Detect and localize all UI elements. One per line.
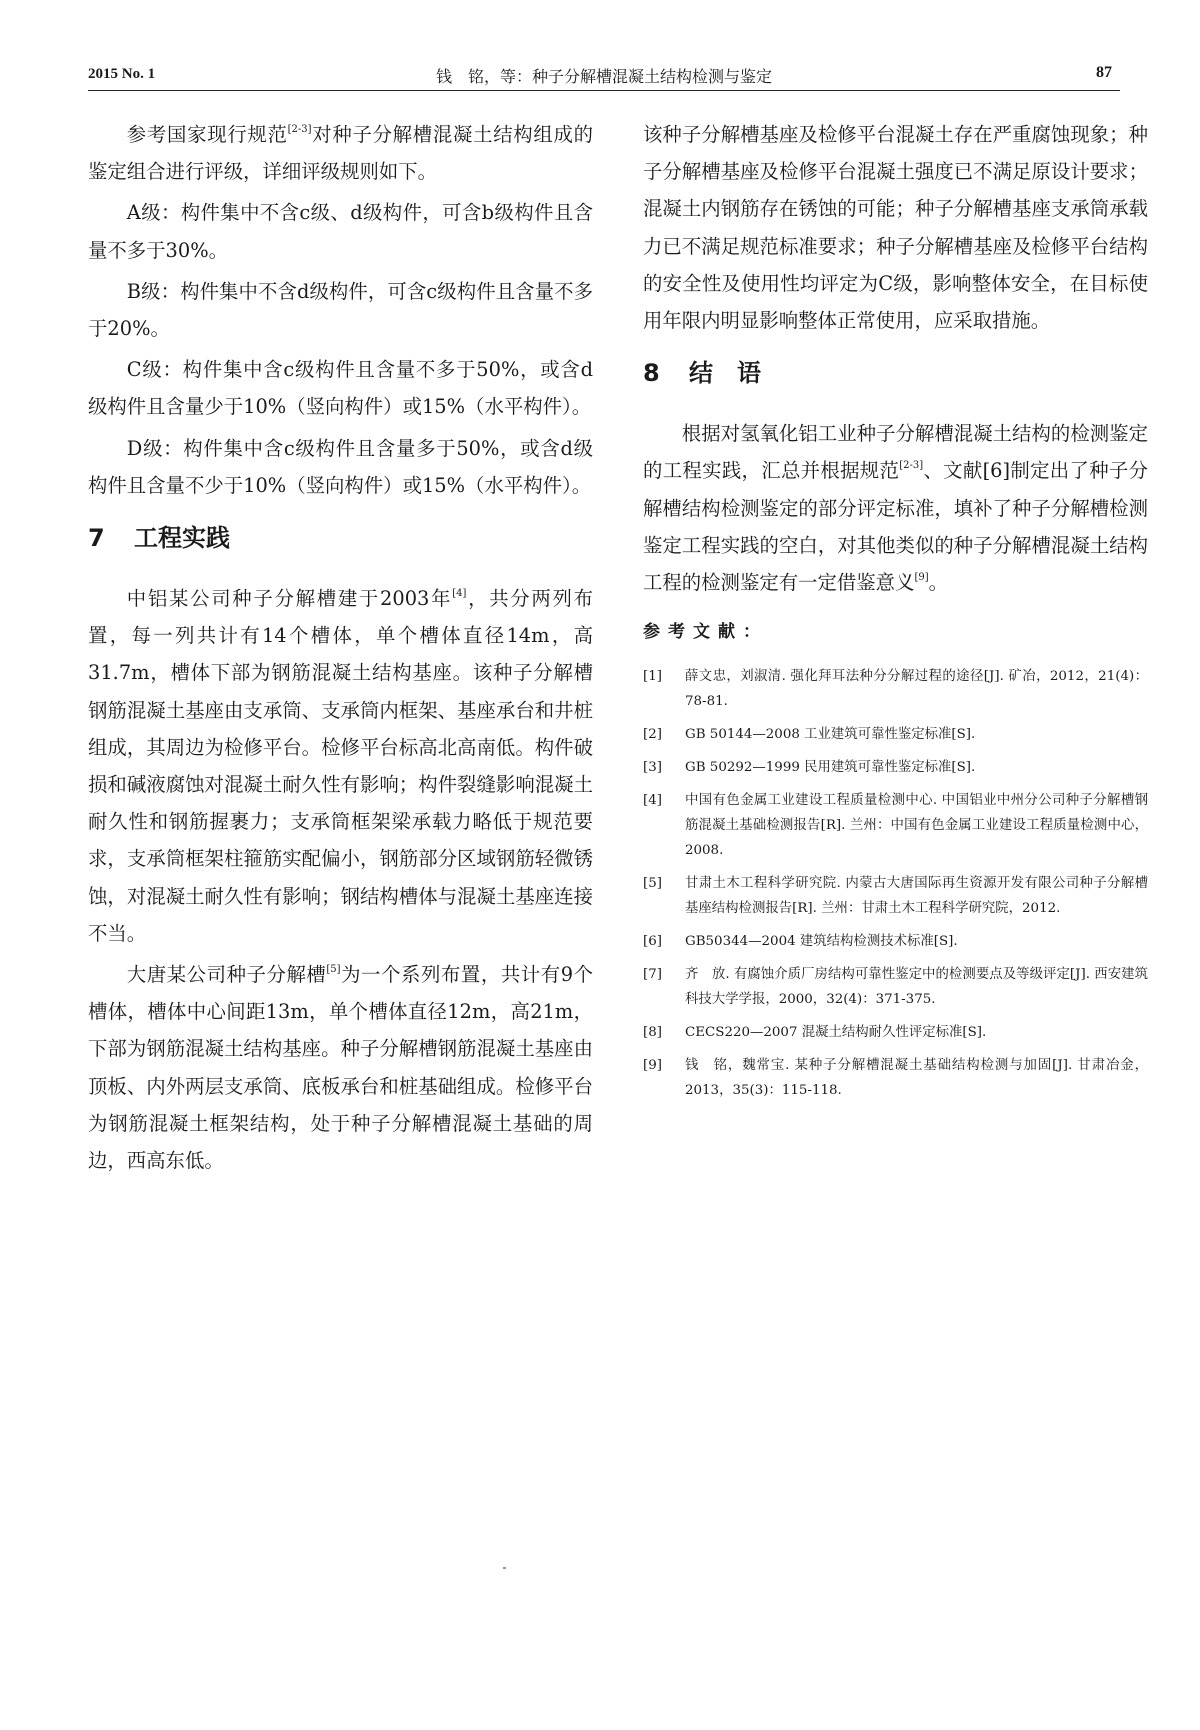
reference-item: [9] 钱 铭，魏常宝. 某种子分解槽混凝土基础结构检测与加固[J]. 甘肃冶金，2013，35(3)：115-118. — [643, 1058, 1148, 1099]
grade-c-paragraph: C级：构件集中含c级构件且含量不多于50%，或含d级构件且含量少于10%（竖向构件）或15%（水平构件）。 — [88, 358, 593, 419]
right-column — [643, 116, 1148, 1111]
grade-d-paragraph: D级：构件集中含c级构件且含量多于50%，或含d级构件且含量不少于10%（竖向构件）或15%（水平构件）。 — [88, 436, 593, 497]
reference-item: [8] CECS220—2007 混凝土结构耐久性评定标准[S]. — [643, 1025, 987, 1041]
section-8-heading: 8 结 语 — [643, 359, 761, 388]
references-heading: 参考文献： — [643, 622, 768, 643]
article-running-title: 钱 铭，等：种子分解槽混凝土结构检测与鉴定 — [435, 67, 772, 86]
intro-paragraph: 参考国家现行规范[2-3]对种子分解槽混凝土结构组成的鉴定组合进行评级，详细评级规则如下。 — [88, 123, 594, 184]
citation: [4] — [452, 588, 467, 600]
reference-item: [2] GB 50144—2008 工业建筑可靠性鉴定标准[S]. — [643, 727, 976, 743]
continued-paragraph: 该种子分解槽基座及检修平台混凝土存在严重腐蚀现象；种子分解槽基座及检修平台混凝土强度已不满足原设计要求；混凝土内钢筋存在锈蚀的可能；种子分解槽基座支承筒承载力已不满足规范标准要求；种子分解槽基座及检修平台结构的安全性及使用性均评定为C级，影响整体安全，在目标使用年限内明显影响整体正常使用，应采取措施。 — [643, 123, 1148, 333]
reference-list — [643, 664, 1148, 1103]
conclusion-paragraph: 根据对氢氧化铝工业种子分解槽混凝土结构的检测鉴定的工程实践，汇总并根据规范[2-3]、文献[6]制定出了种子分解槽结构检测鉴定的部分评定标准，填补了种子分解槽检测鉴定工程实践的空白，对其他类似的种子分解槽混凝土结构工程的检测鉴定有一定借鉴意义[9]。 — [643, 422, 1148, 595]
journal-issue: 2015 No. 1 — [88, 66, 156, 82]
reference-item: [5] 甘肃土木工程科学研究院. 内蒙古大唐国际再生资源开发有限公司种子分解槽基座结构检测报告[R]. 兰州：甘肃土木工程科学研究院，2012. — [643, 876, 1148, 917]
practice-paragraph-2: 大唐某公司种子分解槽[5]为一个系列布置，共计有9个槽体，槽体中心间距13m，单个槽体直径12m，高21m，下部为钢筋混凝土结构基座。种子分解槽钢筋混凝土基座由顶板、内外两层支承筒、底板承台和桩基础组成。检修平台为钢筋混凝土框架结构，处于种子分解槽混凝土基础的周边，西高东低。 — [88, 963, 594, 1173]
left-column — [88, 116, 593, 1179]
reference-item: [6] GB50344—2004 建筑结构检测技术标准[S]. — [643, 934, 958, 950]
scan-speck — [503, 1567, 506, 1569]
reference-item: [4] 中国有色金属工业建设工程质量检测中心. 中国铝业中州分公司种子分解槽钢筋混凝土基础检测报告[R]. 兰州：中国有色金属工业建设工程质量检测中心，2008. — [643, 793, 1148, 859]
page-number: 87 — [1096, 64, 1112, 81]
reference-item: [3] GB 50292—1999 民用建筑可靠性鉴定标准[S]. — [643, 760, 976, 776]
citation: [2-3] — [287, 124, 312, 135]
reference-item: [1] 薛文忠，刘淑清. 强化拜耳法种分分解过程的途径[J]. 矿冶，2012，21(4)：78-81. — [643, 669, 1148, 710]
citation: [9] — [914, 572, 929, 584]
section-7-heading: 7 工程实践 — [88, 524, 230, 553]
running-header — [88, 60, 1120, 91]
grade-a-paragraph: A级：构件集中不含c级、d级构件，可含b级构件且含量不多于30%。 — [88, 201, 593, 262]
practice-paragraph-1: 中铝某公司种子分解槽建于2003年[4]，共分两列布置，每一列共计有14个槽体，单个槽体直径14m，高31.7m，槽体下部为钢筋混凝土结构基座。该种子分解槽钢筋混凝土基座由支承筒、支承筒内框架、基座承台和井桩组成，其周边为检修平台。检修平台标高北高南低。构件破损和碱液腐蚀对混凝土耐久性有影响；构件裂缝影响混凝土耐久性和钢筋握裹力；支承筒框架梁承载力略低于规范要求，支承筒框架柱箍筋实配偏小，钢筋部分区域钢筋轻微锈蚀，对混凝土耐久性有影响；钢结构槽体与混凝土基座连接不当。 — [88, 587, 593, 945]
citation: [5] — [326, 964, 341, 976]
citation: [2-3] — [899, 460, 924, 472]
grade-b-paragraph: B级：构件集中不含d级构件，可含c级构件且含量不多于20%。 — [88, 279, 593, 341]
reference-item: [7] 齐 放. 有腐蚀介质厂房结构可靠性鉴定中的检测要点及等级评定[J]. 西安建筑科技大学学报，2000，32(4)：371-375. — [643, 967, 1148, 1008]
